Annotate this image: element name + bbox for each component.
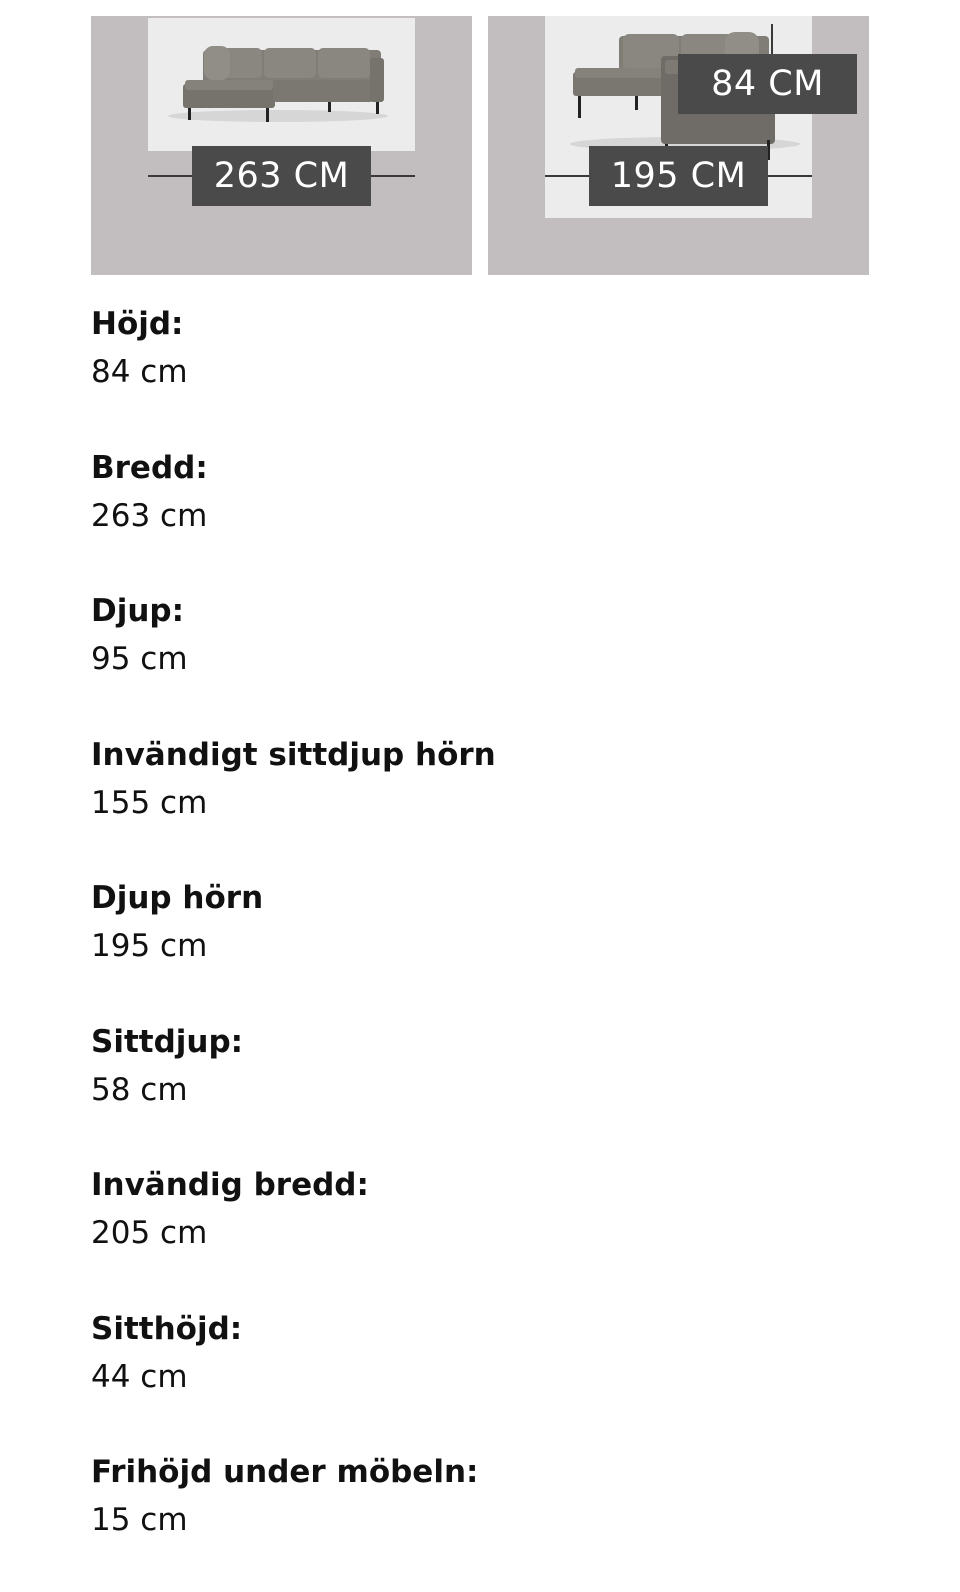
spec-label: Invändig bredd: <box>91 1167 369 1203</box>
spec-width <box>91 444 891 588</box>
spec-value: 195 cm <box>91 928 208 964</box>
depth-dimension-label: 195 CM <box>589 146 768 206</box>
spec-label: Djup hörn <box>91 880 264 916</box>
spec-label: Invändigt sittdjup hörn <box>91 736 496 773</box>
spec-label: Frihöjd under möbeln: <box>91 1454 479 1490</box>
sofa-depth-image <box>488 16 869 275</box>
spec-label: Djup: <box>91 593 185 629</box>
height-dimension-label: 84 CM <box>678 54 857 114</box>
spec-value: 205 cm <box>91 1215 208 1251</box>
spec-label: Höjd: <box>91 306 184 342</box>
spec-value: 58 cm <box>91 1071 188 1108</box>
width-dimension-label: 263 CM <box>192 146 371 206</box>
spec-value: 155 cm <box>91 784 208 821</box>
corner-sofa-front-illustration <box>148 18 415 151</box>
spec-value: 44 cm <box>91 1358 188 1395</box>
spec-seat-depth <box>91 1018 891 1162</box>
spec-inner-width <box>91 1161 891 1305</box>
spec-value: 84 cm <box>91 354 188 390</box>
spec-depth <box>91 587 891 731</box>
spec-value: 15 cm <box>91 1502 188 1538</box>
spec-value: 95 cm <box>91 641 188 677</box>
spec-label: Bredd: <box>91 449 208 486</box>
sofa-width-image <box>91 16 472 275</box>
spec-label: Sittdjup: <box>91 1023 244 1060</box>
spec-inner-corner-seat-depth <box>91 731 891 875</box>
sofa-front-photo <box>148 18 415 151</box>
spec-value: 263 cm <box>91 497 208 534</box>
spec-seat-height <box>91 1305 891 1449</box>
spec-label: Sitthöjd: <box>91 1310 243 1347</box>
spec-corner-depth <box>91 874 891 1018</box>
spec-floor-clearance <box>91 1448 891 1592</box>
spec-height <box>91 300 891 444</box>
dimensions-list <box>91 300 891 1592</box>
